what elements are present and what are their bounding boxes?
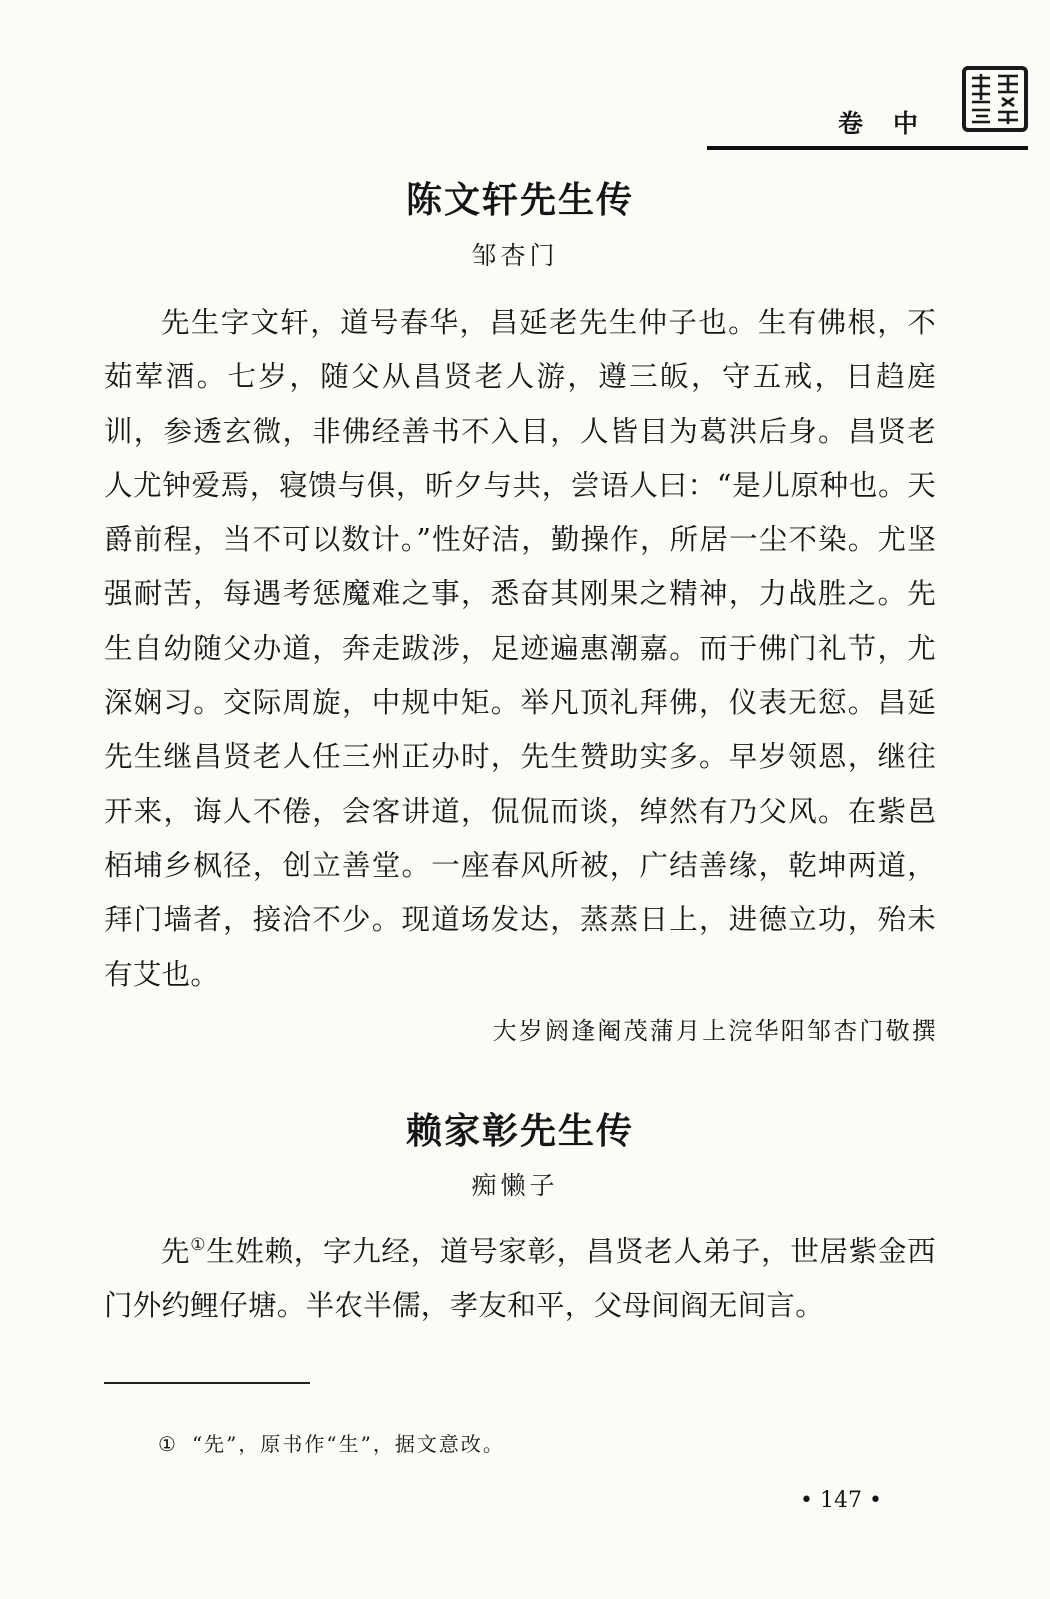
footnote-rule	[104, 1382, 310, 1384]
section-title: 赖家彰先生传	[405, 1110, 634, 1152]
section-body	[104, 1225, 936, 1334]
seal-stamp-icon	[962, 66, 1028, 132]
section-body: 先生字文轩，道号春华，昌延老先生仲子也。生有佛根，不茹荤酒。七岁，随父从昌贤老人游，遵三皈，守五戒，日趋庭训，参透玄微，非佛经善书不入目，人皆目为葛洪后身。昌贤老人尤钟爱焉，寝馈与俱，昕夕与共，尝语人曰：“是儿原种也。天爵前程，当不可以数计。”性好洁，勤操作，所居一尘不染。尤坚强耐苦，每遇考惩魔难之事，悉奋其刚果之精神，力战胜之。先生自幼随父办道，奔走跋涉，足迹遍惠潮嘉。而于佛门礼节，尤深娴习。交际周旋，中规中矩。举凡顶礼拜佛，仪表无愆。昌延先生继昌贤老人任三州正办时，先生赞助实多。早岁领恩，继往开来，诲人不倦，会客讲道，侃侃而谈，绰然有乃父风。在紫邑栢埔乡枫径，创立善堂。一座春风所被，广结善缘，乾坤两道，拜门墙者，接洽不少。现道场发达，蒸蒸日上，进德立功，殆未有艾也。	[104, 306, 936, 991]
signature: 大岁阏逢阉茂蒲月上浣华阳邹杏门敬撰	[492, 1017, 938, 1045]
running-header: 卷中	[837, 109, 948, 138]
section-author: 邹杏门	[471, 241, 559, 270]
page-number: • 147 •	[800, 1488, 882, 1513]
section-title: 陈文轩先生传	[405, 179, 634, 221]
header-rule	[707, 146, 1028, 150]
footnote-text: “先”，原书作“生”，据文意改。	[191, 1432, 505, 1456]
body-first-char: 先	[161, 1235, 191, 1268]
footnote-marker: ①	[158, 1432, 178, 1456]
body-rest: 生姓赖，字九经，道号家彰，昌贤老人弟子，世居紫金西门外约鲤仔塘。半农半儒，孝友和平，父母间阎无间言。	[104, 1235, 936, 1323]
section-author: 痴懒子	[471, 1171, 559, 1200]
footnote	[158, 1428, 505, 1457]
footnote-reference: ①	[190, 1235, 207, 1255]
